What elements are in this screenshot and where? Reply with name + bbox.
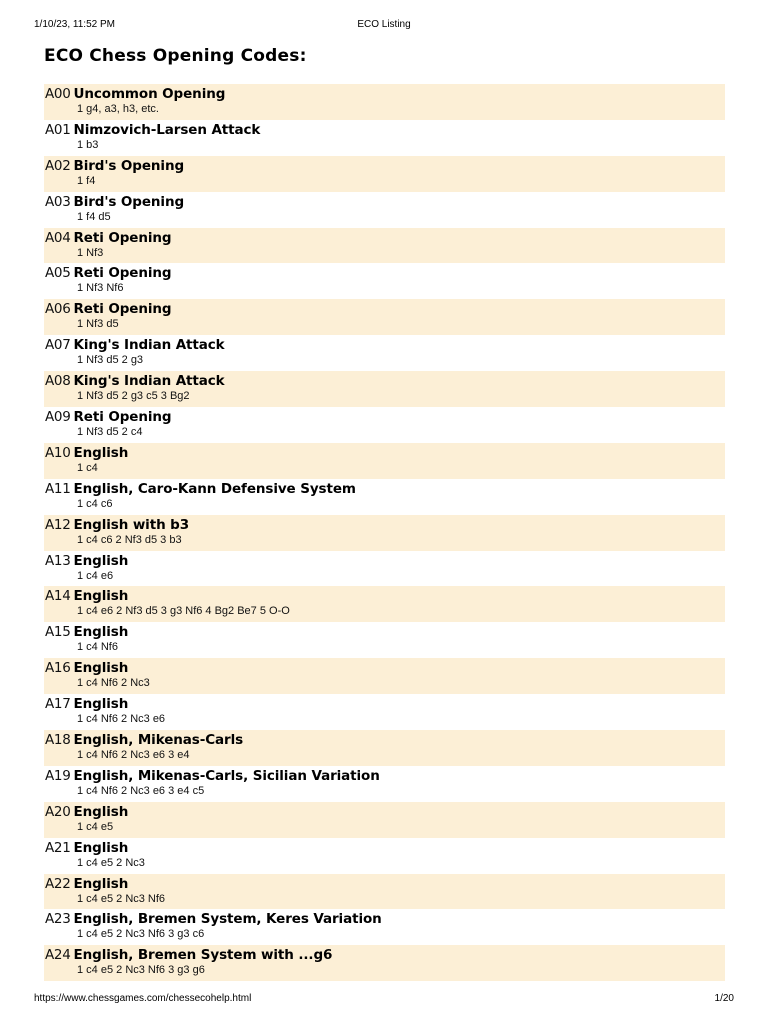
opening-moves: 1 Nf3 d5 2 g3 bbox=[77, 354, 144, 367]
eco-code: A08 bbox=[45, 373, 71, 390]
eco-heading bbox=[45, 337, 225, 354]
eco-heading bbox=[45, 230, 171, 247]
opening-name: English, Bremen System, Keres Variation bbox=[73, 911, 382, 928]
eco-heading bbox=[45, 553, 128, 570]
eco-row bbox=[44, 551, 725, 587]
opening-name: Bird's Opening bbox=[73, 157, 185, 174]
eco-code: A01 bbox=[45, 121, 71, 138]
opening-name: English, Mikenas-Carls bbox=[73, 732, 244, 749]
eco-row bbox=[44, 407, 725, 443]
opening-name: English bbox=[73, 552, 129, 569]
opening-moves: 1 c4 Nf6 2 Nc3 e6 bbox=[77, 713, 166, 726]
opening-name: English bbox=[73, 875, 129, 892]
opening-name: English, Mikenas-Carls, Sicilian Variation bbox=[73, 767, 380, 784]
eco-row bbox=[44, 479, 725, 515]
opening-name: English bbox=[73, 624, 129, 641]
opening-moves: 1 c4 Nf6 bbox=[77, 641, 118, 654]
eco-row bbox=[44, 766, 725, 802]
eco-code: A22 bbox=[45, 875, 71, 892]
opening-moves: 1 c4 bbox=[77, 461, 98, 474]
opening-name: Reti Opening bbox=[73, 409, 172, 426]
eco-heading bbox=[45, 265, 171, 282]
print-header bbox=[34, 19, 734, 33]
opening-moves: 1 c4 e6 bbox=[77, 569, 114, 582]
eco-row bbox=[44, 371, 725, 407]
eco-row bbox=[44, 622, 725, 658]
eco-code: A05 bbox=[45, 265, 71, 282]
opening-name: Nimzovich-Larsen Attack bbox=[73, 121, 261, 138]
eco-code: A13 bbox=[45, 552, 71, 569]
opening-moves: 1 f4 d5 bbox=[77, 210, 111, 223]
opening-moves: 1 c4 e5 bbox=[77, 820, 114, 833]
eco-heading bbox=[45, 588, 128, 605]
opening-name: Reti Opening bbox=[73, 265, 172, 282]
opening-moves: 1 c4 Nf6 2 Nc3 e6 3 e4 c5 bbox=[77, 784, 205, 797]
eco-row bbox=[44, 909, 725, 945]
print-datetime: 1/10/23, 11:52 PM bbox=[34, 19, 115, 30]
eco-row bbox=[44, 443, 725, 479]
opening-moves: 1 b3 bbox=[77, 138, 99, 151]
opening-name: King's Indian Attack bbox=[73, 337, 225, 354]
eco-heading bbox=[45, 194, 184, 211]
eco-row bbox=[44, 838, 725, 874]
eco-heading bbox=[45, 409, 171, 426]
opening-moves: 1 Nf3 d5 2 g3 c5 3 Bg2 bbox=[77, 390, 190, 403]
opening-name: King's Indian Attack bbox=[73, 373, 225, 390]
eco-heading bbox=[45, 445, 128, 462]
eco-code: A19 bbox=[45, 767, 71, 784]
opening-moves: 1 c4 Nf6 2 Nc3 e6 3 e4 bbox=[77, 749, 190, 762]
opening-name: English bbox=[73, 803, 129, 820]
opening-name: English bbox=[73, 660, 129, 677]
eco-code: A11 bbox=[45, 480, 71, 497]
opening-name: English, Bremen System with ...g6 bbox=[73, 947, 333, 964]
eco-row bbox=[44, 945, 725, 981]
opening-moves: 1 c4 Nf6 2 Nc3 bbox=[77, 677, 150, 690]
print-title: ECO Listing bbox=[357, 19, 411, 30]
eco-heading bbox=[45, 122, 260, 139]
page-number: 1/20 bbox=[714, 993, 734, 1004]
eco-code: A23 bbox=[45, 911, 71, 928]
eco-row bbox=[44, 84, 725, 120]
opening-moves: 1 Nf3 d5 2 c4 bbox=[77, 426, 143, 439]
eco-heading bbox=[45, 840, 128, 857]
eco-row bbox=[44, 120, 725, 156]
opening-name: Reti Opening bbox=[73, 229, 172, 246]
print-url: https://www.chessgames.com/chessecohelp.html bbox=[34, 993, 252, 1004]
eco-row bbox=[44, 586, 725, 622]
eco-code: A07 bbox=[45, 337, 71, 354]
opening-name: Reti Opening bbox=[73, 301, 172, 318]
eco-code: A04 bbox=[45, 229, 71, 246]
eco-code: A12 bbox=[45, 516, 71, 533]
opening-moves: 1 c4 e5 2 Nc3 bbox=[77, 856, 145, 869]
opening-moves: 1 Nf3 Nf6 bbox=[77, 282, 124, 295]
eco-heading bbox=[45, 911, 382, 928]
eco-code: A14 bbox=[45, 588, 71, 605]
opening-name: English bbox=[73, 839, 129, 856]
eco-code: A10 bbox=[45, 444, 71, 461]
opening-moves: 1 c4 c6 2 Nf3 d5 3 b3 bbox=[77, 533, 182, 546]
eco-row bbox=[44, 192, 725, 228]
eco-row bbox=[44, 694, 725, 730]
eco-code: A20 bbox=[45, 803, 71, 820]
eco-row bbox=[44, 658, 725, 694]
eco-code: A17 bbox=[45, 696, 71, 713]
eco-heading bbox=[45, 768, 380, 785]
eco-heading bbox=[45, 481, 356, 498]
opening-moves: 1 c4 e6 2 Nf3 d5 3 g3 Nf6 4 Bg2 Be7 5 O-O bbox=[77, 605, 290, 618]
opening-moves: 1 g4, a3, h3, etc. bbox=[77, 103, 159, 115]
eco-row bbox=[44, 263, 725, 299]
eco-row bbox=[44, 874, 725, 910]
opening-moves: 1 f4 bbox=[77, 174, 96, 187]
eco-heading bbox=[45, 517, 189, 534]
eco-row bbox=[44, 299, 725, 335]
eco-heading bbox=[45, 624, 128, 641]
eco-heading bbox=[45, 158, 184, 175]
eco-heading bbox=[45, 86, 225, 103]
eco-code: A18 bbox=[45, 732, 71, 749]
eco-code: A09 bbox=[45, 409, 71, 426]
opening-name: English bbox=[73, 588, 129, 605]
eco-heading bbox=[45, 732, 243, 749]
opening-moves: 1 Nf3 d5 bbox=[77, 318, 119, 331]
print-footer bbox=[34, 993, 734, 1007]
eco-heading bbox=[45, 660, 128, 677]
eco-heading bbox=[45, 301, 171, 318]
opening-name: Uncommon Opening bbox=[73, 86, 226, 102]
eco-code: A06 bbox=[45, 301, 71, 318]
eco-heading bbox=[45, 373, 225, 390]
eco-code: A03 bbox=[45, 193, 71, 210]
eco-heading bbox=[45, 947, 332, 964]
eco-code: A21 bbox=[45, 839, 71, 856]
eco-row bbox=[44, 730, 725, 766]
eco-code: A16 bbox=[45, 660, 71, 677]
eco-code: A00 bbox=[45, 86, 71, 102]
eco-row bbox=[44, 156, 725, 192]
eco-row bbox=[44, 228, 725, 264]
opening-name: English bbox=[73, 696, 129, 713]
opening-moves: 1 c4 e5 2 Nc3 Nf6 bbox=[77, 892, 166, 905]
eco-row bbox=[44, 802, 725, 838]
opening-moves: 1 c4 c6 bbox=[77, 497, 113, 510]
opening-name: English with b3 bbox=[73, 516, 190, 533]
eco-code: A02 bbox=[45, 157, 71, 174]
page-title: ECO Chess Opening Codes: bbox=[44, 46, 307, 66]
eco-heading bbox=[45, 696, 128, 713]
opening-moves: 1 c4 e5 2 Nc3 Nf6 3 g3 c6 bbox=[77, 928, 205, 941]
eco-row bbox=[44, 335, 725, 371]
eco-heading bbox=[45, 804, 128, 821]
eco-code: A24 bbox=[45, 947, 71, 964]
eco-code: A15 bbox=[45, 624, 71, 641]
opening-name: English, Caro-Kann Defensive System bbox=[73, 480, 356, 497]
opening-moves: 1 c4 e5 2 Nc3 Nf6 3 g3 g6 bbox=[77, 964, 205, 977]
eco-opening-list bbox=[44, 84, 725, 981]
eco-row bbox=[44, 515, 725, 551]
eco-heading bbox=[45, 876, 128, 893]
opening-name: English bbox=[73, 444, 129, 461]
opening-moves: 1 Nf3 bbox=[77, 246, 104, 259]
opening-name: Bird's Opening bbox=[73, 193, 185, 210]
